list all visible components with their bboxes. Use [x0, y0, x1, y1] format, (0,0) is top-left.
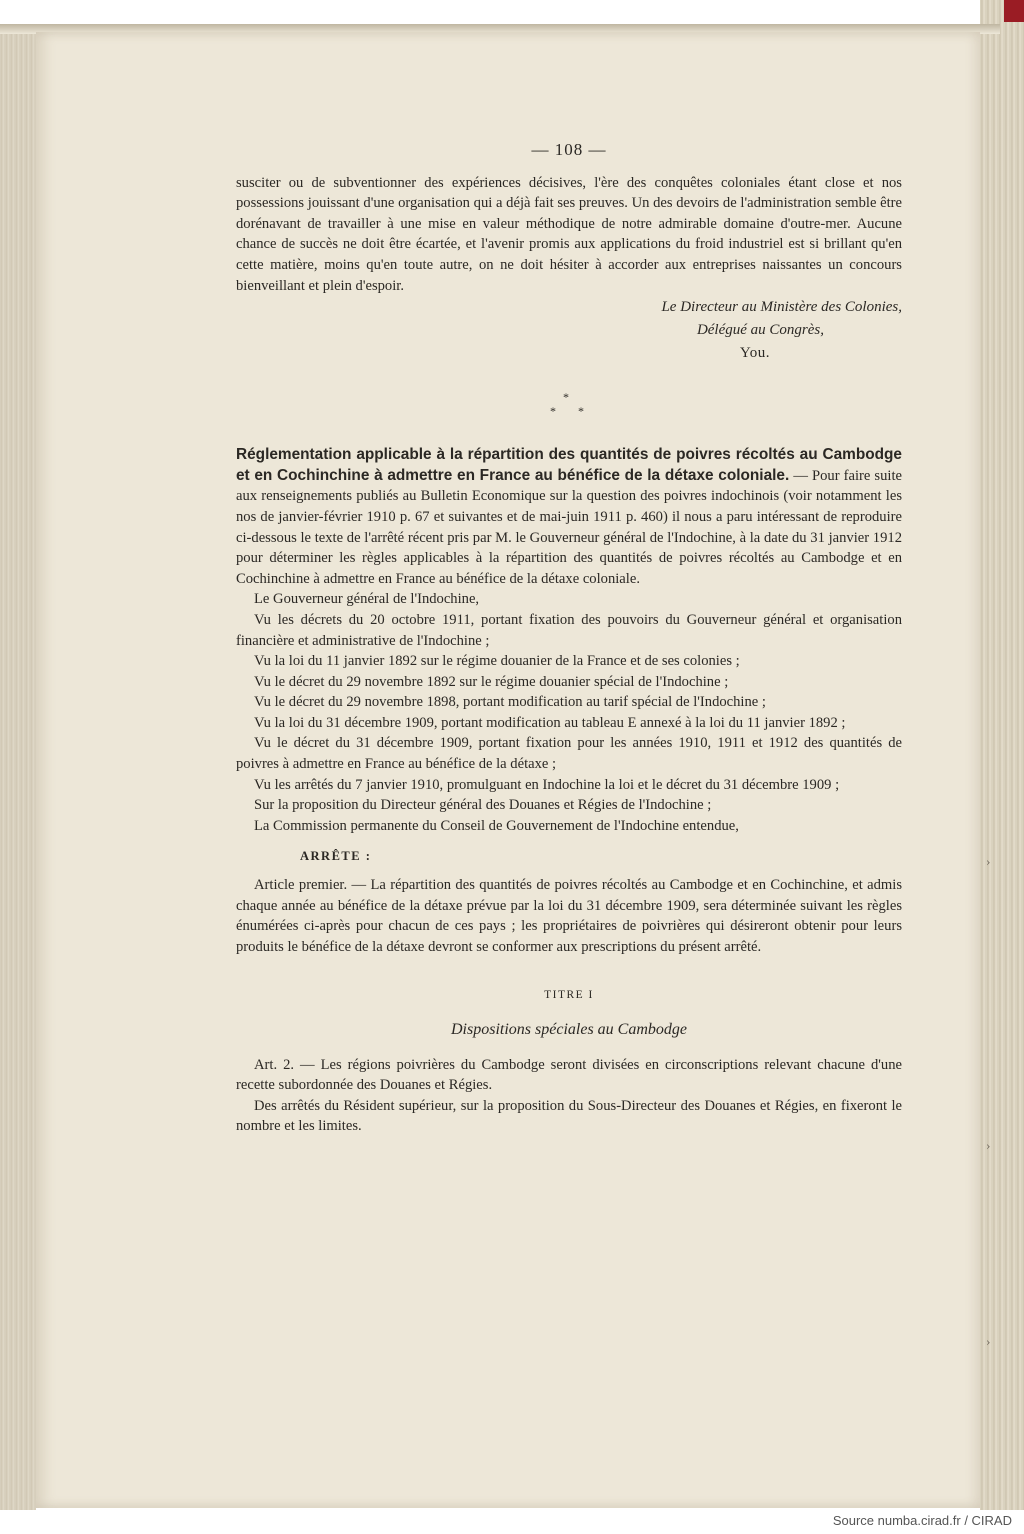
considerant: Vu les décrets du 20 octobre 1911, portant fixation des pouvoirs du Gouverneur général et organisation financière et administrative de l'Indochine ;: [236, 611, 902, 649]
considerant: Vu le décret du 29 novembre 1898, portant modification au tarif spécial de l'Indochine ;: [254, 694, 766, 711]
considerant: Le Gouverneur général de l'Indochine,: [254, 591, 480, 608]
asterism-star: *: [563, 390, 569, 405]
considerant: Vu le décret du 29 novembre 1892 sur le régime douanier spécial de l'Indochine ;: [254, 673, 729, 690]
asterism-star: *: [550, 404, 556, 419]
considerant: Vu la loi du 31 décembre 1909, portant modification au tableau E annexé à la loi du 11 janvier 1892 ;: [254, 714, 846, 731]
considerant: Sur la proposition du Directeur général des Douanes et Régies de l'Indochine ;: [254, 797, 712, 814]
signature-line-1: Le Directeur au Ministère des Colonies,: [661, 299, 902, 316]
article-1: Article premier. — La répartition des quantités de poivres récoltés au Cambodge et en Cochinchine, et admis chaque année au bénéfice de la détaxe prévue par la loi du 31 décembre 1909, sera déterminée suivant les règles énumérées ci-après pour chacun de ces pays ; les propriétaires de poivrières qui désireront obtenir pour leurs produits le bénéfice de la détaxe devront se conformer aux prescriptions du présent arrêté.: [236, 877, 902, 955]
source-credit: Source numba.cirad.fr / CIRAD: [832, 1513, 1012, 1528]
considerant: La Commission permanente du Conseil de Gouvernement de l'Indochine entendue,: [254, 817, 739, 834]
bookmark-ribbon: [1004, 0, 1024, 22]
signature-line-2: Délégué au Congrès,: [696, 322, 824, 339]
asterism: [236, 387, 902, 427]
section-title: Réglementation applicable à la répartition des quantités de poivres récoltés au Cambodge et en Cochinchine à admettre en France au bénéfice de la détaxe coloniale.: [236, 446, 902, 484]
page-number: — 108 —: [531, 140, 607, 159]
page-content: [236, 140, 902, 1137]
intro-paragraph: susciter ou de subventionner des expériences décisives, l'ère des conquêtes coloniales étant close et nos possessions jouissant d'une organisation qui a déjà fait ses preuves. Un des devoirs de l'administration semble être dorénavant de travailler à une mise en valeur méthodique de notre admirable domaine d'outre-mer. Aucune chance de succès ne doit être écartée, et l'avenir promis aux applications du froid industriel est si brillant qu'en cette matière, moins qu'en toute autre, on ne doit hésiter à accorder aux entreprises naissantes un concours bienveillant et plein d'espoir.: [236, 174, 902, 294]
margin-tick-mark: ›: [986, 1140, 991, 1153]
section-intro: — Pour faire suite aux renseignements publiés au Bulletin Economique sur la question des poivres indochinois (voir notamment les nos de janvier-février 1910 p. 67 et suivantes et de mai-juin 1911 p. 460) il nous a paru intéressant de reproduire ci-dessous le texte de l'arrêté récent pris par M. le Gouverneur général de l'Indochine, à la date du 31 janvier 1912 pour déterminer les règles applicables à la répartition des quantités de poivres récoltés au Cambodge et en Cochinchine à admettre en France au bénéfice de la détaxe coloniale.: [236, 467, 902, 587]
margin-tick-mark: ›: [986, 856, 991, 869]
margin-tick-mark: ›: [986, 1336, 991, 1349]
arrete-label: ARRÊTE :: [300, 849, 372, 864]
book-right-edge: [980, 0, 1024, 1510]
titre-label: TITRE I: [544, 989, 594, 1002]
asterism-star: *: [578, 404, 584, 419]
article-2-continued: Des arrêtés du Résident supérieur, sur la proposition du Sous-Directeur des Douanes et Régies, en fixeront le nombre et les limites.: [236, 1097, 902, 1135]
titre-subtitle: Dispositions spéciales au Cambodge: [451, 1021, 687, 1038]
signature-name: You.: [739, 345, 770, 362]
considerant: Vu le décret du 31 décembre 1909, portant fixation pour les années 1910, 1911 et 1912 des quantités de poivres à admettre en France au bénéfice de la détaxe ;: [236, 735, 902, 773]
section-paragraph: [236, 445, 902, 589]
considerant: Vu la loi du 11 janvier 1892 sur le régime douanier de la France et de ses colonies ;: [254, 653, 740, 670]
book-left-edge: [0, 30, 36, 1510]
article-2: Art. 2. — Les régions poivrières du Cambodge seront divisées en circonscriptions relevant chacune d'une recette subordonnée des Douanes et Régies.: [236, 1056, 902, 1094]
considerant: Vu les arrêtés du 7 janvier 1910, promulguant en Indochine la loi et le décret du 31 décembre 1909 ;: [254, 776, 840, 793]
